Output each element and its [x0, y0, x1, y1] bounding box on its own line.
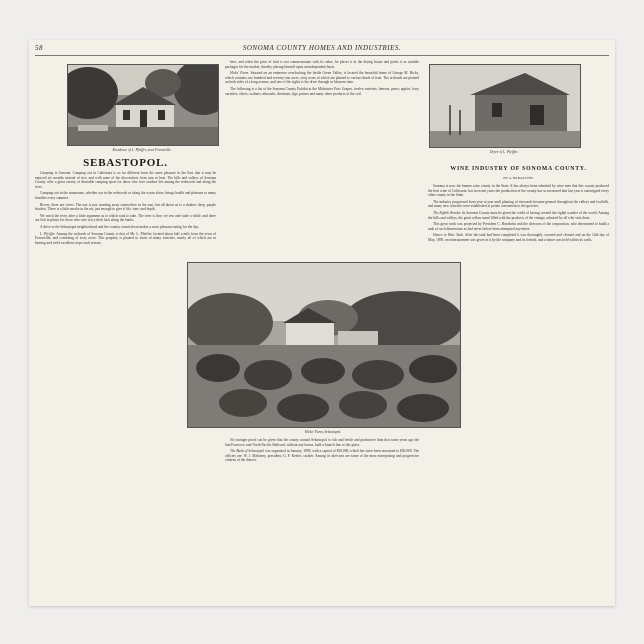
- page-number: 58: [35, 44, 43, 52]
- pfeiffer-lead: L. Pfeiffer.: [40, 231, 56, 236]
- bank-paragraph: was organized in January, 1890, with a capital of $30,000, which has since been increased to $50,000. The officers are: W. J. Mahoney, president; G. F. Keeler, cashier. Among its directors are some of the most enterprising and progressive citizens of the district.: [225, 449, 419, 463]
- newspaper-page: [29, 40, 615, 606]
- middle-paragraph-3: The following is a list of the Sonoma County Exhibit at the Midwinter Fair: Grapes, twelve varieties; lemons; pears; apples, forty varieties; olives; walnuts; almonds; chestnuts; figs; prunes and many other products of the soil.: [225, 86, 419, 96]
- bank-lead: The Bank of Sebastopol: [230, 449, 265, 454]
- left-paragraph-5: A drive to the Sebastopol neighborhood and the country round about makes a most pleasant outing for the day.: [40, 224, 199, 229]
- pfeiffer-residence-photo: [67, 64, 219, 146]
- middle-paragraph-4: No stronger proof can be given that the county around Sebastopol is rich and fertile and productive than that some years ago the San Francisco and North Pacific Railroad, without any bonus, built a branch line to this place.: [225, 438, 419, 447]
- middle-paragraph-1: here, and when the price of fruit is not commensurate with its value, he places it in the drying house and packs it as suitable packages for the market, thereby placing himself upon an independent basis.: [225, 60, 419, 69]
- running-title: SONOMA COUNTY HOMES AND INDUSTRIES.: [242, 44, 402, 52]
- dance-lead: Dance in Wine Tank.: [433, 233, 464, 238]
- dance-paragraph: After the tank had been completed it was thoroughly scoured and cleaned and on the 14th day of May, 1895, an entertainment was given in it by the company and its friends, and a dance was held within its walls.: [428, 233, 609, 242]
- eighth-wonder-paragraph: In Sonoma County must be given the credit of having created the eighth wonder of the world. Among the hills and valleys, the great cellars stand filled with the products of the vintage, admired by all who visit them.: [428, 210, 609, 220]
- pfeiffer-dryer-photo: [429, 64, 581, 148]
- camping-paragraph: Camping out in California is so far different from the same pleasure in the East that it may be enjoyed six months instead of two, and with none of the discomforts from rain or heat. The hills and valleys of Sonoma County offer a great variety of desirable camping spots for those who love outdoor life among the redwoods and along the river.: [35, 171, 216, 189]
- left-paragraph-4: We reach the river, after a little argument as to which road to take. The river is fine; we rest and wade a while, and there are fish in plenty for those who care to try their luck along the banks.: [35, 213, 216, 223]
- residence-photo-caption: Residence of L. Pfeiffer, near Forestville.: [112, 148, 172, 152]
- hicks-farm-lead: Hicks' Farm.: [230, 71, 250, 76]
- wine-industry-heading: WINE INDUSTRY OF SONOMA COUNTY.: [450, 166, 587, 172]
- camping-lead: Camping in Sonoma.: [40, 171, 72, 175]
- left-paragraph-3: Rivers, there are rivers. The one is just winding away somewhere in the east, but all about us is a shadow deep, purple shadow. There is a little smoke in the air, just enough to give it life, tone, and depth.: [35, 202, 216, 212]
- right-paragraph-2: The industry progressed from year to year until planting of vineyards became general throughout the valleys and foothills, and many new wineries were established at points convenient to the growers.: [428, 199, 609, 209]
- eighth-wonder-lead: The Eighth Wonder.: [433, 210, 462, 215]
- right-paragraph-4: This great work was projected by President C. Bundschu and the directors of the corporation, who determined to build a tank of such dimensions as had never before been attempted anywhere.: [428, 222, 609, 231]
- hicks-farm-photo: [187, 262, 461, 428]
- dryer-photo-caption: Dryer of L. Pfeiffer.: [489, 150, 519, 154]
- middle-column-top-text: [225, 60, 419, 260]
- hicks-farm-paragraph: Situated on an eminence overlooking the fertile Green Valley, is located the beautiful home of George M. Hicks, which contains two hundred and seventy-one acres, sixty acres of which are planted to various kinds of fruit. The orchards are planted on both sides of a long avenue, and one of the sights is the drive through in blossom time.: [225, 71, 419, 85]
- sebastopol-heading: SEBASTOPOL.: [83, 157, 168, 169]
- running-header: [35, 44, 609, 54]
- middle-column-bottom-text: [225, 438, 419, 601]
- wine-byline: BY A. HARASZTHY.: [503, 176, 534, 180]
- hicks-farm-caption: Hicks' Farm, Sebastopol.: [304, 430, 342, 434]
- left-paragraph-2: Camping out in the mountains, whether out in the redwoods or along the ocean shore, brings health and pleasure to many families every summer.: [35, 191, 216, 200]
- right-column-text: [428, 184, 609, 601]
- pfeiffer-paragraph: Among the orchards of Sonoma County is that of Mr. L. Pfeiffer, located about half a mile from the town of Forestville, and consisting of sixty acres. This property is planted to fruits of many varieties, nearly all of which are in bearing and yield excellent crops each season.: [35, 231, 216, 245]
- right-paragraph-1: Sonoma is now the banner wine county in the State. It has always been admitted by wine men that this county produced the best wine of California, but in recent years the production of the county has so increased that last year it outstripped every other county in the State.: [428, 184, 609, 198]
- header-rule: [35, 55, 609, 56]
